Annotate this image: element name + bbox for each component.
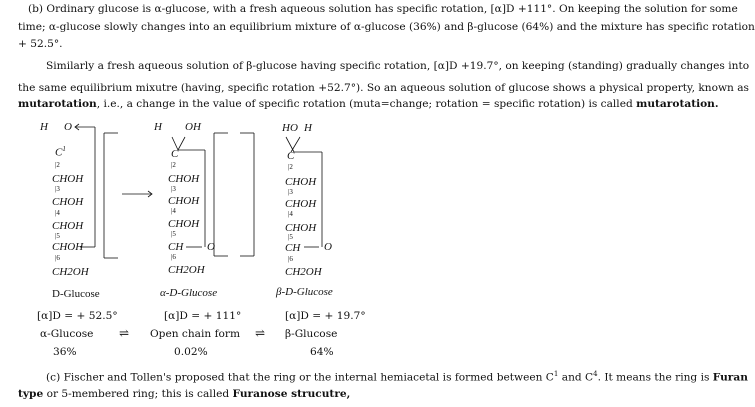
right-row-5: CH: [285, 242, 301, 254]
middle-form: Open chain form: [150, 328, 240, 340]
para-c-line-1: (c) Fischer and Tollen's proposed that the ring or the internal hemiacetal is formed between $C^1$ and $C^4$. It means the ring is Furan: [46, 370, 748, 384]
middle-num-5: |5: [171, 230, 176, 238]
right-row-6: CH2OH: [285, 266, 322, 278]
middle-num-3: |3: [171, 185, 176, 193]
left-row-5: CHOH: [52, 241, 84, 253]
right-c1: C: [287, 150, 295, 162]
left-name: D-Glucose: [52, 288, 100, 300]
right-percent: 64%: [310, 346, 334, 358]
right-num-2: |2: [288, 163, 293, 171]
right-num-3: |3: [288, 188, 293, 196]
left-rotation: [α]D = + 52.5°: [37, 310, 118, 322]
middle-c1: C: [171, 148, 179, 160]
right-name: β-D-Glucose: [276, 286, 333, 298]
right-row-4: CHOH: [285, 222, 317, 234]
middle-top-oh: OH: [185, 121, 201, 133]
left-num-2: |2: [55, 161, 60, 169]
middle-rotation: [α]D = + 111°: [164, 310, 242, 322]
middle-row-4: CHOH: [168, 218, 200, 230]
middle-row-5: CH: [168, 241, 184, 253]
left-c1: $C^1$: [55, 145, 66, 159]
middle-num-4: |4: [171, 207, 176, 215]
right-ring-o: O: [324, 241, 332, 253]
para-similarly-line-1: Similarly a fresh aqueous solution of β-glucose having specific rotation, [α]D +19.7°, on keeping (standing) gradually changes into: [46, 60, 750, 72]
left-row-3: CHOH: [52, 196, 84, 208]
left-top-o: O: [64, 121, 72, 133]
middle-ring-o: O: [207, 241, 215, 253]
right-row-2: CHOH: [285, 176, 317, 188]
para-b-line-3: + 52.5°.: [18, 38, 63, 50]
right-top-h: H: [304, 122, 312, 134]
middle-row-6: CH2OH: [168, 264, 205, 276]
left-num-4: |4: [55, 209, 60, 217]
left-row-6: CH2OH: [52, 266, 89, 278]
left-percent: 36%: [53, 346, 77, 358]
left-top-h: H: [40, 121, 48, 133]
left-form: α-Glucose: [40, 328, 94, 340]
left-num-3: |3: [55, 185, 60, 193]
equilibrium-symbol-2: ⇌: [255, 326, 266, 340]
para-similarly-line-3: mutarotation, i.e., a change in the value of specific rotation (muta=change; rotation = specific rotation) is called mutarotation.: [18, 98, 719, 110]
right-num-6: |6: [288, 255, 293, 263]
para-b-line-2: time; α-glucose slowly changes into an equilibrium mixture of α-glucose (36%) and β-glucose (64%) and the mixture has specific rotation: [18, 21, 755, 33]
para-b-line-1: (b) Ordinary glucose is α-glucose, with a fresh aqueous solution has specific rotation, [α]D +111°. On keeping the solution for some: [28, 3, 738, 15]
right-row-3: CHOH: [285, 198, 317, 210]
right-num-5: |5: [288, 233, 293, 241]
left-num-5: |5: [55, 232, 60, 240]
para-similarly-line-2: the same equilibrium mixutre (having, specific rotation +52.7°). So an aqueous solution of glucose shows a physical property, known as: [18, 82, 749, 94]
middle-row-2: CHOH: [168, 173, 200, 185]
left-row-4: CHOH: [52, 220, 84, 232]
middle-row-3: CHOH: [168, 195, 200, 207]
right-num-4: |4: [288, 210, 293, 218]
equilibrium-symbol-1: ⇌: [119, 326, 130, 340]
left-num-6: |6: [55, 254, 60, 262]
middle-top-h: H: [154, 121, 162, 133]
middle-name: α-D-Glucose: [160, 287, 218, 299]
para-c-line-2: type or 5-membered ring; this is called Furanose strucutre,: [18, 388, 351, 400]
right-rotation: [α]D = + 19.7°: [285, 310, 366, 322]
right-form: β-Glucose: [285, 328, 338, 340]
right-top-ho: HO: [282, 122, 298, 134]
left-row-2: CHOH: [52, 173, 84, 185]
middle-percent: 0.02%: [174, 346, 208, 358]
middle-num-2: |2: [171, 161, 176, 169]
middle-num-6: |6: [171, 253, 176, 261]
